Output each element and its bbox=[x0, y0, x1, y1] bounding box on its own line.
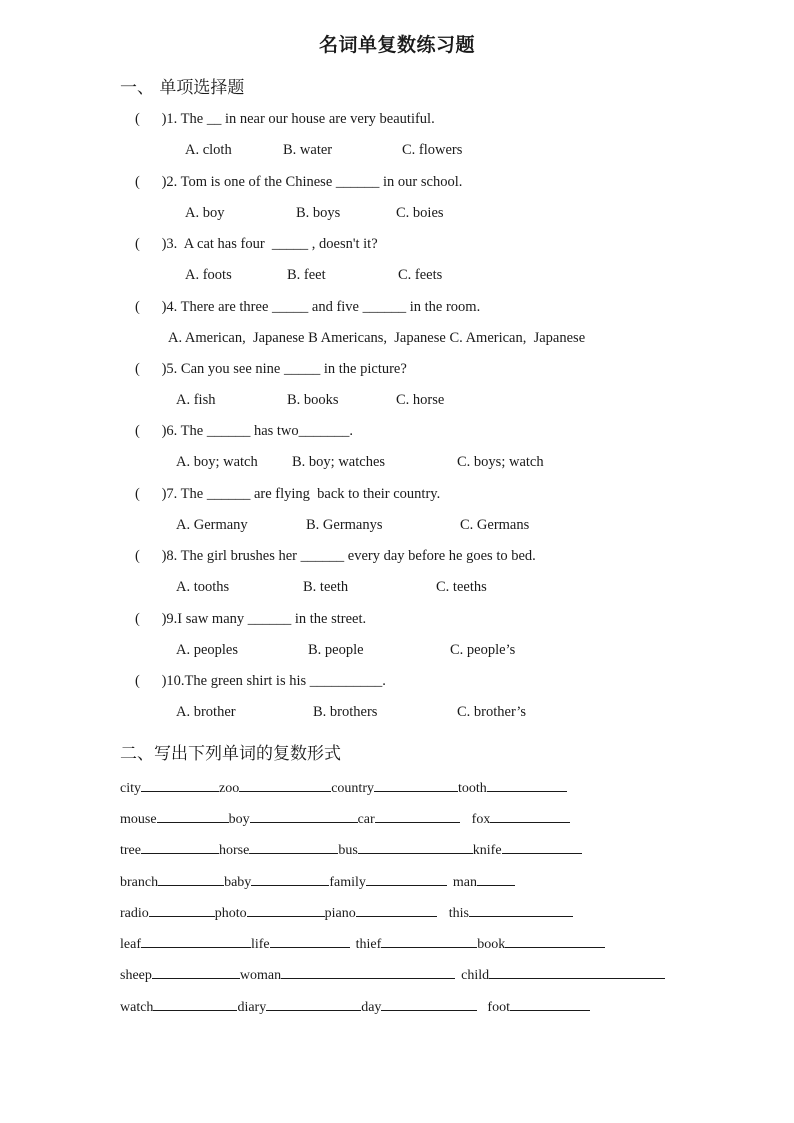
answer-blank[interactable] bbox=[356, 902, 437, 917]
word-text: tooth bbox=[457, 781, 487, 796]
word-text: child bbox=[461, 968, 490, 983]
answer-option: C. flowers bbox=[402, 142, 463, 158]
section2-heading: 二、写出下列单词的复数形式 bbox=[120, 744, 341, 764]
word-item bbox=[251, 933, 350, 953]
word-text: thief bbox=[355, 937, 382, 952]
word-text: life bbox=[250, 937, 270, 952]
word-text: foot bbox=[487, 1000, 510, 1015]
word-item bbox=[120, 777, 219, 797]
word-item bbox=[120, 871, 224, 891]
answer-blank[interactable] bbox=[247, 902, 325, 917]
question-stem: ( )7. The ______ are flying back to their country. bbox=[135, 486, 441, 502]
answer-blank[interactable] bbox=[381, 933, 477, 948]
word-text: day bbox=[361, 1000, 382, 1015]
word-text: leaf bbox=[120, 937, 141, 952]
answer-option: A. foots bbox=[185, 267, 232, 283]
answer-option: B. feet bbox=[287, 267, 326, 283]
answer-option: B. boy; watches bbox=[292, 454, 386, 470]
word-item bbox=[120, 933, 251, 953]
word-item bbox=[120, 964, 240, 984]
word-text: country bbox=[331, 781, 374, 796]
answer-blank[interactable] bbox=[266, 996, 361, 1011]
word-row bbox=[120, 839, 582, 859]
question-stem: ( )1. The __ in near our house are very beautiful. bbox=[135, 111, 435, 127]
word-item bbox=[229, 808, 358, 828]
section1-heading: 一、 单项选择题 bbox=[120, 78, 245, 98]
answer-blank[interactable] bbox=[239, 777, 331, 792]
answer-blank[interactable] bbox=[152, 964, 240, 979]
answer-option: A. Germany bbox=[176, 517, 248, 533]
word-item bbox=[120, 808, 229, 828]
answer-blank[interactable] bbox=[477, 871, 515, 886]
answer-blank[interactable] bbox=[502, 839, 582, 854]
answer-blank[interactable] bbox=[381, 996, 477, 1011]
answer-option: B. books bbox=[287, 392, 339, 408]
answer-option: A. American, Japanese B Americans, Japanese C. American, Japanese bbox=[168, 330, 586, 346]
word-row bbox=[120, 964, 665, 984]
answer-option: A. fish bbox=[176, 392, 216, 408]
answer-option: A. peoples bbox=[176, 642, 239, 658]
word-row bbox=[120, 996, 590, 1016]
answer-option: B. brothers bbox=[313, 704, 378, 720]
word-text: radio bbox=[120, 906, 149, 921]
page-title: 名词单复数练习题 bbox=[318, 34, 475, 56]
word-item bbox=[358, 808, 460, 828]
word-text: family bbox=[329, 875, 366, 890]
word-row bbox=[120, 808, 570, 828]
word-text: boy bbox=[228, 812, 250, 827]
answer-option: A. brother bbox=[176, 704, 236, 720]
answer-option: B. boys bbox=[296, 205, 341, 221]
word-item bbox=[477, 933, 605, 953]
question-stem: ( )9.I saw many ______ in the street. bbox=[135, 611, 367, 627]
word-item bbox=[240, 964, 455, 984]
answer-blank[interactable] bbox=[251, 871, 329, 886]
answer-blank[interactable] bbox=[375, 808, 460, 823]
answer-option: C. feets bbox=[398, 267, 443, 283]
word-text: sheep bbox=[120, 968, 152, 983]
answer-blank[interactable] bbox=[149, 902, 215, 917]
answer-option: A. boy bbox=[185, 205, 225, 221]
word-item bbox=[120, 839, 219, 859]
answer-blank[interactable] bbox=[270, 933, 350, 948]
word-text: tree bbox=[120, 843, 141, 858]
answer-option: A. cloth bbox=[185, 142, 232, 158]
answer-option: C. brother’s bbox=[457, 704, 527, 720]
answer-option: B. water bbox=[283, 142, 333, 158]
word-item bbox=[487, 996, 590, 1016]
word-text: photo bbox=[214, 906, 247, 921]
word-text: this bbox=[448, 906, 469, 921]
answer-blank[interactable] bbox=[469, 902, 573, 917]
question-stem: ( )3. A cat has four _____ , doesn't it? bbox=[135, 236, 378, 252]
word-text: man bbox=[452, 875, 477, 890]
answer-blank[interactable] bbox=[358, 839, 473, 854]
answer-blank[interactable] bbox=[490, 808, 570, 823]
word-item bbox=[461, 964, 665, 984]
word-item bbox=[224, 871, 329, 891]
answer-blank[interactable] bbox=[487, 777, 567, 792]
answer-option: C. Germans bbox=[460, 517, 530, 533]
word-item bbox=[361, 996, 477, 1016]
answer-blank[interactable] bbox=[510, 996, 590, 1011]
word-row bbox=[120, 902, 573, 922]
answer-blank[interactable] bbox=[366, 871, 447, 886]
word-row bbox=[120, 871, 515, 891]
word-item bbox=[356, 933, 478, 953]
word-text: bus bbox=[338, 843, 358, 858]
answer-blank[interactable] bbox=[249, 839, 338, 854]
word-item bbox=[329, 871, 447, 891]
question-stem: ( )2. Tom is one of the Chinese ______ in our school. bbox=[135, 174, 463, 190]
word-item bbox=[215, 902, 325, 922]
answer-option: C. teeths bbox=[436, 579, 487, 595]
word-item bbox=[458, 777, 567, 797]
word-text: watch bbox=[120, 1000, 154, 1015]
word-item bbox=[219, 839, 338, 859]
word-item bbox=[120, 996, 237, 1016]
answer-option: B. people bbox=[308, 642, 364, 658]
word-text: city bbox=[120, 781, 141, 796]
word-item bbox=[120, 902, 215, 922]
question-stem: ( )8. The girl brushes her ______ every day before he goes to bed. bbox=[135, 548, 536, 564]
word-text: knife bbox=[472, 843, 502, 858]
word-text: diary bbox=[237, 1000, 267, 1015]
answer-blank[interactable] bbox=[505, 933, 605, 948]
question-stem: ( )6. The ______ has two_______. bbox=[135, 423, 354, 439]
answer-blank[interactable] bbox=[489, 964, 665, 979]
question-stem: ( )5. Can you see nine _____ in the picture? bbox=[135, 361, 407, 377]
answer-option: C. boies bbox=[396, 205, 444, 221]
word-text: woman bbox=[239, 968, 282, 983]
word-text: zoo bbox=[219, 781, 240, 796]
word-row bbox=[120, 777, 567, 797]
word-item bbox=[325, 902, 437, 922]
answer-option: C. people’s bbox=[450, 642, 516, 658]
answer-blank[interactable] bbox=[141, 777, 219, 792]
word-text: car bbox=[357, 812, 375, 827]
answer-option: B. teeth bbox=[303, 579, 349, 595]
question-stem: ( )10.The green shirt is his __________. bbox=[135, 673, 386, 689]
word-item bbox=[472, 808, 571, 828]
answer-blank[interactable] bbox=[374, 777, 458, 792]
word-item bbox=[338, 839, 472, 859]
answer-blank[interactable] bbox=[250, 808, 358, 823]
word-text: horse bbox=[218, 843, 250, 858]
word-text: piano bbox=[324, 906, 356, 921]
answer-blank[interactable] bbox=[157, 808, 229, 823]
word-text: branch bbox=[120, 875, 159, 890]
word-item bbox=[453, 871, 515, 891]
word-text: mouse bbox=[120, 812, 157, 827]
answer-option: C. horse bbox=[396, 392, 445, 408]
word-item bbox=[237, 996, 361, 1016]
answer-option: A. boy; watch bbox=[176, 454, 258, 470]
answer-blank[interactable] bbox=[153, 996, 237, 1011]
word-text: fox bbox=[471, 812, 491, 827]
answer-option: B. Germanys bbox=[306, 517, 383, 533]
word-text: book bbox=[477, 937, 506, 952]
answer-blank[interactable] bbox=[141, 933, 251, 948]
answer-option: C. boys; watch bbox=[457, 454, 544, 470]
answer-blank[interactable] bbox=[141, 839, 219, 854]
word-text: baby bbox=[224, 875, 252, 890]
answer-option: A. tooths bbox=[176, 579, 230, 595]
answer-blank[interactable] bbox=[281, 964, 455, 979]
word-item bbox=[449, 902, 573, 922]
word-row bbox=[120, 933, 605, 953]
question-stem: ( )4. There are three _____ and five ______ in the room. bbox=[135, 299, 481, 315]
word-item bbox=[473, 839, 582, 859]
word-item bbox=[331, 777, 458, 797]
answer-blank[interactable] bbox=[158, 871, 224, 886]
word-item bbox=[219, 777, 331, 797]
